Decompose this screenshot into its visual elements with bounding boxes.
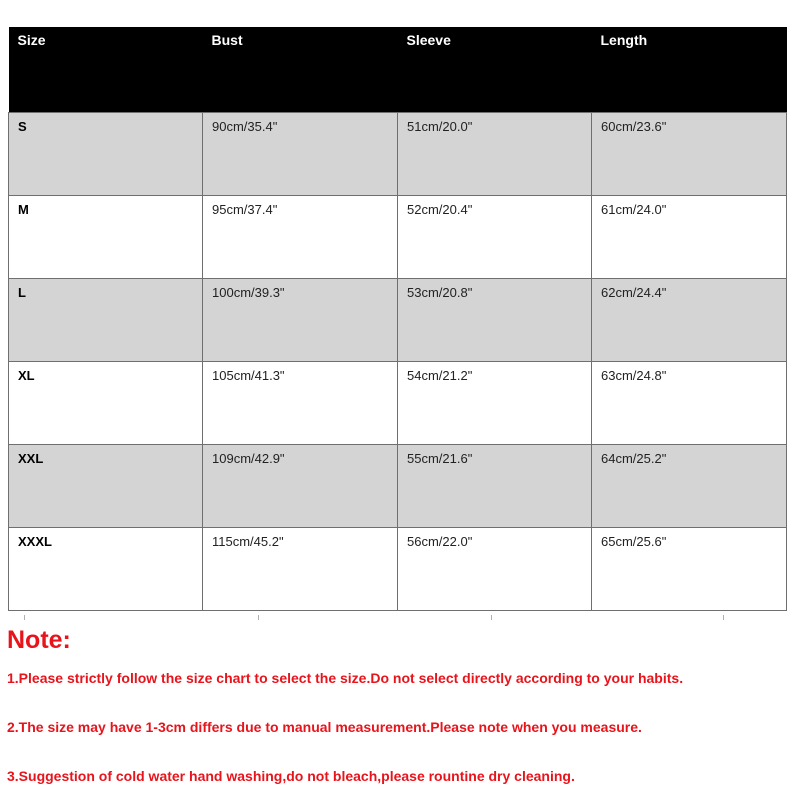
size-cell: XL: [9, 361, 203, 444]
sleeve-cell: 53cm/20.8": [398, 278, 592, 361]
table-row: [9, 527, 787, 610]
table-row: [9, 112, 787, 195]
column-header-length: Length: [592, 27, 787, 112]
size-cell: L: [9, 278, 203, 361]
sleeve-cell: 54cm/21.2": [398, 361, 592, 444]
sleeve-cell: 52cm/20.4": [398, 195, 592, 278]
size-cell: M: [9, 195, 203, 278]
size-cell: S: [9, 112, 203, 195]
bust-cell: 115cm/45.2": [203, 527, 398, 610]
table-row: [9, 278, 787, 361]
note-line-2: 2.The size may have 1-3cm differs due to manual measurement.Please note when you measure.: [7, 719, 642, 735]
sleeve-cell: 51cm/20.0": [398, 112, 592, 195]
bust-cell: 90cm/35.4": [203, 112, 398, 195]
length-cell: 63cm/24.8": [592, 361, 787, 444]
bust-cell: 95cm/37.4": [203, 195, 398, 278]
length-cell: 65cm/25.6": [592, 527, 787, 610]
bust-cell: 105cm/41.3": [203, 361, 398, 444]
tick-mark: [258, 615, 259, 620]
note-line-1: 1.Please strictly follow the size chart to select the size.Do not select directly according to your habits.: [7, 670, 684, 686]
note-heading: Note:: [7, 626, 71, 654]
table-row: [9, 444, 787, 527]
bust-cell: 109cm/42.9": [203, 444, 398, 527]
column-header-size: Size: [9, 27, 203, 112]
length-cell: 64cm/25.2": [592, 444, 787, 527]
column-header-bust: Bust: [203, 27, 398, 112]
length-cell: 62cm/24.4": [592, 278, 787, 361]
table-row: [9, 195, 787, 278]
sleeve-cell: 55cm/21.6": [398, 444, 592, 527]
size-cell: XXL: [9, 444, 203, 527]
sleeve-cell: 56cm/22.0": [398, 527, 592, 610]
tick-mark: [723, 615, 724, 620]
length-cell: 60cm/23.6": [592, 112, 787, 195]
table-bottom-ticks: [8, 615, 786, 623]
note-line-3: 3.Suggestion of cold water hand washing,do not bleach,please rountine dry cleaning.: [7, 768, 575, 784]
table-header-row: [9, 27, 787, 112]
column-header-sleeve: Sleeve: [398, 27, 592, 112]
size-chart-table: [8, 27, 787, 611]
table-row: [9, 361, 787, 444]
tick-mark: [491, 615, 492, 620]
length-cell: 61cm/24.0": [592, 195, 787, 278]
tick-mark: [24, 615, 25, 620]
size-cell: XXXL: [9, 527, 203, 610]
bust-cell: 100cm/39.3": [203, 278, 398, 361]
